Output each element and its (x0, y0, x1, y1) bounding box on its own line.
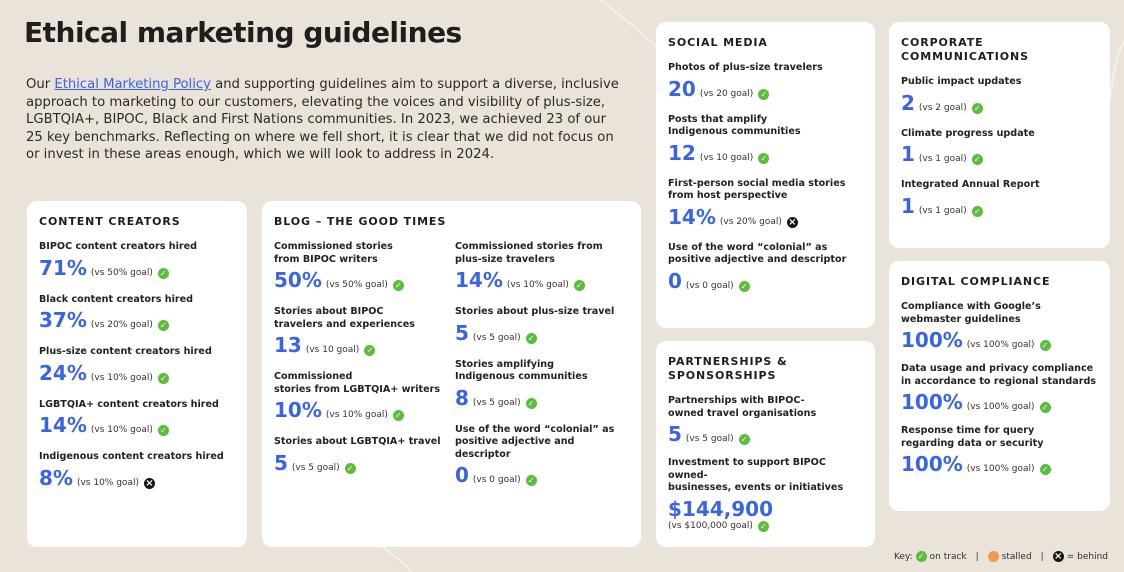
status-key (894, 551, 1108, 562)
metric-goal: (vs $100,000 goal) (668, 520, 753, 531)
metric-item (455, 241, 628, 291)
on-track-icon (758, 89, 769, 100)
card-title: CONTENT CREATORS (39, 215, 181, 228)
metric-label: Commissioned stories from plus-size travelers (455, 241, 603, 265)
metric-item (901, 76, 1098, 114)
metric-value: 1 (901, 193, 915, 218)
metric-goal: (vs 100% goal) (966, 340, 1035, 350)
metric-label: Climate progress update (901, 127, 1035, 139)
metric-goal: (vs 10% goal) (90, 425, 153, 435)
metric-value: 100% (901, 452, 963, 476)
on-track-icon (972, 154, 983, 165)
metric-label: Investment to support BIPOC owned- businesses, events or initiatives (668, 457, 844, 493)
metric-goal: (vs 50% goal) (90, 267, 153, 278)
behind-icon (1053, 551, 1064, 562)
on-track-icon (972, 206, 983, 217)
metric-item (668, 178, 863, 228)
metric-goal: (vs 10% goal) (506, 280, 569, 290)
page-title: Ethical marketing guidelines (24, 16, 462, 49)
digital-compliance-card (889, 261, 1110, 511)
key-stalled: stalled (1001, 551, 1032, 562)
metric-goal: (vs 2 goal) (918, 102, 967, 113)
metric-value: 100% (901, 390, 963, 414)
metric-label: Stories about LGBTQIA+ travel (274, 436, 441, 447)
metric-value: 8% (39, 465, 73, 490)
on-track-icon (1040, 402, 1051, 413)
content-creators-card (27, 201, 247, 547)
metric-goal: (vs 10% goal) (325, 410, 388, 420)
on-track-icon (758, 521, 769, 532)
blog-card (262, 201, 641, 547)
on-track-icon (739, 434, 750, 445)
blog-right-column (455, 241, 628, 501)
metric-value: 13 (274, 333, 302, 357)
metric-label: Photos of plus-size travelers (668, 62, 823, 73)
metric-item (455, 306, 628, 344)
metric-label: Black content creators hired (39, 293, 194, 305)
metric-goal: (vs 0 goal) (685, 280, 734, 291)
metric-goal: (vs 1 goal) (918, 154, 967, 164)
blog-left-column (274, 241, 447, 501)
on-track-icon (526, 398, 537, 409)
metric-value: 8 (455, 385, 469, 410)
metric-label: BIPOC content creators hired (39, 241, 197, 252)
metric-value: 2 (901, 90, 915, 115)
key-label: Key: (893, 551, 913, 562)
metric-label: Indigenous content creators hired (39, 451, 224, 462)
metric-value: 5 (455, 320, 469, 345)
card-title: CORPORATE COMMUNICATIONS (901, 36, 1029, 63)
metric-item (668, 62, 863, 100)
metric-item (39, 399, 235, 437)
metric-item (668, 114, 863, 164)
metric-label: Integrated Annual Report (901, 179, 1040, 190)
on-track-icon (158, 320, 169, 331)
key-separator: | (975, 551, 979, 562)
metric-value: 14% (455, 268, 503, 292)
metric-value: 12 (668, 140, 696, 165)
metric-goal: (vs 100% goal) (966, 464, 1035, 474)
blog-columns (274, 241, 629, 501)
metric-label: Response time for query regarding data or security (901, 425, 1044, 449)
metric-label: Stories about plus-size travel (455, 306, 615, 317)
digital-compliance-metrics (901, 301, 1098, 475)
social-media-metrics (668, 62, 863, 292)
metric-item (901, 179, 1098, 217)
metric-goal: (vs 20% goal) (719, 216, 782, 227)
ethical-marketing-policy-link[interactable]: Ethical Marketing Policy (54, 77, 211, 92)
metric-goal: (vs 0 goal) (472, 475, 521, 485)
metric-item (274, 436, 447, 474)
metric-value: 37% (39, 308, 87, 332)
metric-goal: (vs 5 goal) (472, 397, 521, 408)
on-track-icon (739, 281, 750, 292)
metric-value: 1 (901, 142, 915, 166)
on-track-icon (574, 280, 585, 291)
metric-label: Plus-size content creators hired (39, 346, 212, 357)
metric-value: 100% (901, 328, 963, 352)
on-track-icon (758, 153, 769, 164)
metric-goal: (vs 100% goal) (966, 402, 1035, 412)
metric-value: 50% (274, 268, 322, 292)
metric-item (274, 371, 447, 421)
metric-item (455, 359, 628, 409)
behind-icon (787, 217, 798, 228)
partnerships-card (656, 341, 875, 547)
metric-goal: (vs 10 goal) (305, 345, 360, 355)
on-track-icon (345, 463, 356, 474)
metric-goal: (vs 1 goal) (918, 205, 967, 216)
metric-item (39, 346, 235, 384)
metric-item (901, 301, 1098, 351)
metric-item (901, 363, 1098, 413)
metric-label: Compliance with Google’s webmaster guidelines (901, 301, 1041, 325)
investment-metric (668, 457, 863, 531)
on-track-icon (1040, 340, 1051, 351)
on-track-icon (393, 410, 404, 421)
metric-value: 0 (455, 463, 469, 487)
metric-label: Data usage and privacy compliance in accordance to regional standards (901, 363, 1097, 387)
on-track-icon (158, 373, 169, 384)
metric-label: Public impact updates (901, 76, 1022, 87)
key-on-track: on track (929, 551, 967, 562)
metric-value: 10% (274, 398, 322, 422)
metric-value: 0 (668, 268, 682, 293)
metric-item (39, 241, 235, 279)
metric-value: 14% (668, 204, 716, 229)
metric-goal: (vs 5 goal) (685, 434, 734, 444)
metric-label: Use of the word “colonial” as positive adjective and descriptor (668, 241, 847, 265)
corporate-communications-card (889, 22, 1110, 248)
metric-value: 20 (668, 76, 696, 101)
metric-goal: (vs 50% goal) (325, 280, 388, 290)
metric-label: Posts that amplify Indigenous communities (668, 113, 801, 137)
metric-goal: (vs 20 goal) (699, 88, 754, 99)
metric-label: Partnerships with BIPOC- owned travel organisations (668, 395, 817, 419)
on-track-icon (1040, 464, 1051, 475)
corporate-metrics (901, 76, 1098, 217)
on-track-icon (158, 268, 169, 279)
intro-text-after: and supporting guidelines aim to support a diverse, inclusive approach to marketing to our customers, elevating the voices and visibility of plus-size, LGBTQIA+, BIPOC, Black and First Nations communities. In 2023, we achieved 23 of our 25 key benchmarks. Reflecting on where we fell short, it is clear that we did not focus on or invest in these areas enough, which we will look to address in 2024. (26, 77, 619, 162)
metric-label: Commissioned stories from BIPOC writers (274, 241, 393, 265)
on-track-icon (364, 345, 375, 356)
behind-icon (144, 478, 155, 489)
metric-label: Use of the word “colonial” as positive adjective and descriptor (455, 423, 615, 460)
metric-goal: (vs 5 goal) (291, 462, 340, 473)
intro-paragraph (26, 76, 626, 164)
metric-goal: (vs 10% goal) (76, 477, 139, 488)
metric-item (455, 424, 628, 487)
stalled-icon (988, 551, 999, 562)
metric-goal: (vs 10 goal) (699, 152, 754, 163)
metric-value: 71% (39, 255, 87, 280)
metric-value: 5 (274, 450, 288, 475)
metric-item (274, 306, 447, 356)
metric-item (901, 128, 1098, 166)
social-media-card (656, 22, 875, 328)
on-track-icon (158, 425, 169, 436)
metric-item (39, 294, 235, 332)
metric-goal: (vs 5 goal) (472, 332, 521, 343)
metric-value: 5 (668, 422, 682, 446)
on-track-icon (526, 475, 537, 486)
metric-value: $144,900 (668, 496, 774, 521)
metric-label: LGBTQIA+ content creators hired (39, 398, 219, 410)
metric-label: Commissioned stories from LGBTQIA+ writers (274, 371, 441, 395)
on-track-icon (972, 103, 983, 114)
card-title: PARTNERSHIPS & SPONSORSHIPS (668, 355, 788, 382)
metric-item (39, 451, 235, 489)
metric-value: 14% (39, 413, 87, 437)
metric-item (668, 242, 863, 292)
metric-label: First-person social media stories from host perspective (668, 177, 846, 201)
on-track-icon (526, 333, 537, 344)
on-track-icon (393, 280, 404, 291)
on-track-icon (916, 551, 927, 562)
metric-label: Stories amplifying Indigenous communities (455, 358, 588, 382)
partnerships-metric (668, 395, 863, 445)
metric-item (274, 241, 447, 291)
metric-value: 24% (39, 360, 87, 385)
intro-text-before: Our (26, 77, 55, 92)
metric-item (901, 425, 1098, 475)
key-separator: | (1040, 551, 1044, 562)
card-title: DIGITAL COMPLIANCE (901, 275, 1051, 288)
content-creators-metrics (39, 241, 235, 489)
metric-label: Stories about BIPOC travelers and experiences (274, 306, 415, 330)
key-behind: = behind (1066, 551, 1108, 562)
card-title: SOCIAL MEDIA (668, 36, 768, 49)
metric-goal: (vs 10% goal) (90, 372, 153, 383)
metric-goal: (vs 20% goal) (90, 320, 153, 330)
card-title: BLOG – THE GOOD TIMES (274, 215, 447, 228)
